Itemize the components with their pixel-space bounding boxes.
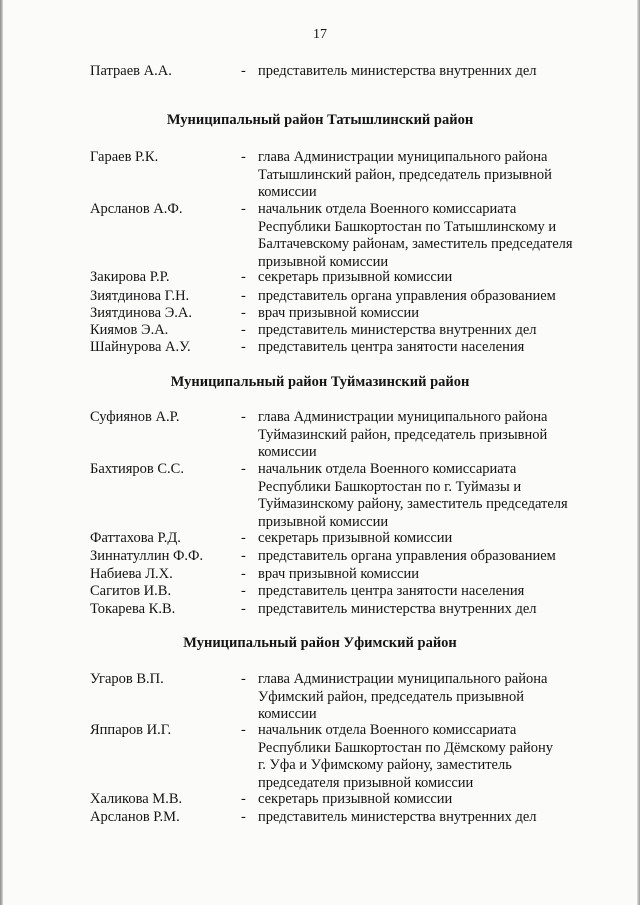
member-name: Патраев А.А.: [90, 63, 172, 79]
member-role-line: Республики Башкортостан по Татышлинскому и: [258, 218, 557, 235]
member-role-line: Уфимский район, председатель призывной: [258, 688, 524, 705]
member-role-line: начальник отдела Военного комиссариата: [258, 461, 517, 477]
dash-separator: -: [241, 722, 246, 738]
dash-separator: -: [241, 809, 246, 825]
scan-left-edge: [0, 0, 3, 905]
member-role: [258, 149, 603, 202]
dash-separator: -: [241, 583, 246, 599]
member-role-line: комиссии: [258, 444, 317, 460]
member-name: Шайнурова А.У.: [90, 339, 191, 355]
member-name: Зиннатуллин Ф.Ф.: [90, 548, 204, 564]
member-role: [258, 548, 603, 566]
member-name: Халикова М.В.: [90, 791, 183, 807]
dash-separator: -: [241, 548, 246, 564]
member-name: Зиятдинова Г.Н.: [90, 288, 190, 304]
member-role: [258, 530, 603, 548]
member-name: Токарева К.В.: [90, 601, 176, 617]
member-role-line: секретарь призывной комиссии: [258, 791, 453, 807]
member-role: [258, 671, 603, 724]
dash-separator: -: [241, 566, 246, 582]
section-heading: Муниципальный район Татышлинский район: [166, 112, 474, 128]
page-number: 17: [313, 27, 327, 42]
member-role: [258, 583, 603, 601]
member-role-line: Республики Башкортостан по г. Туймазы и: [258, 478, 522, 495]
member-role-line: представитель министерства внутренних дел: [258, 809, 537, 825]
member-role-line: Балтачевскому районам, заместитель председателя: [258, 236, 573, 252]
member-role-line: Туймазинскому району, заместитель председателя: [258, 496, 568, 512]
dash-separator: -: [241, 201, 246, 217]
member-role: [258, 339, 603, 357]
member-role: [258, 288, 603, 306]
dash-separator: -: [241, 461, 246, 477]
section-heading: Муниципальный район Туймазинский район: [170, 374, 470, 390]
member-role: [258, 601, 603, 619]
dash-separator: -: [241, 322, 246, 338]
member-role-line: глава Администрации муниципального района: [258, 671, 548, 687]
member-name: Набиева Л.Х.: [90, 566, 173, 582]
member-role: [258, 409, 603, 462]
member-role-line: представитель министерства внутренних дел: [258, 322, 537, 338]
member-role-line: представитель органа управления образованием: [258, 548, 556, 564]
member-role-line: Татышлинский район, председатель призывной: [258, 166, 552, 183]
member-role-line: Республики Башкортостан по Дёмскому району: [258, 739, 554, 756]
member-role: [258, 809, 603, 827]
member-role-line: секретарь призывной комиссии: [258, 269, 453, 285]
member-role: [258, 63, 603, 81]
member-name: Фаттахова Р.Д.: [90, 530, 181, 546]
dash-separator: -: [241, 339, 246, 355]
dash-separator: -: [241, 601, 246, 617]
member-name: Бахтияров С.С.: [90, 461, 184, 477]
member-name: Суфиянов А.Р.: [90, 409, 180, 425]
dash-separator: -: [241, 409, 246, 425]
dash-separator: -: [241, 63, 246, 79]
member-role-line: начальник отдела Военного комиссариата: [258, 722, 517, 738]
member-role: [258, 461, 603, 531]
member-name: Арсланов А.Ф.: [90, 201, 183, 217]
member-name: Закирова Р.Р.: [90, 269, 170, 285]
member-role-line: глава Администрации муниципального района: [258, 149, 548, 165]
member-role-line: врач призывной комиссии: [258, 566, 419, 582]
member-role-line: секретарь призывной комиссии: [258, 530, 453, 546]
member-name: Яппаров И.Г.: [90, 722, 172, 738]
section-heading: Муниципальный район Уфимский район: [183, 635, 457, 651]
dash-separator: -: [241, 288, 246, 304]
dash-separator: -: [241, 149, 246, 165]
member-role-line: начальник отдела Военного комиссариата: [258, 201, 517, 217]
member-role-line: врач призывной комиссии: [258, 305, 419, 321]
member-role-line: Туймазинский район, председатель призывной: [258, 426, 548, 443]
member-role-line: представитель центра занятости населения: [258, 339, 525, 355]
member-role-line: глава Администрации муниципального района: [258, 409, 548, 425]
member-name: Зиятдинова Э.А.: [90, 305, 192, 321]
member-role-line: г. Уфа и Уфимскому району, заместитель: [258, 757, 512, 773]
member-role-line: представитель органа управления образованием: [258, 288, 556, 304]
member-role: [258, 305, 603, 323]
member-name: Гараев Р.К.: [90, 149, 159, 165]
member-role-line: комиссии: [258, 184, 317, 200]
member-role-line: представитель министерства внутренних дел: [258, 601, 537, 617]
member-name: Арсланов Р.М.: [90, 809, 180, 825]
dash-separator: -: [241, 530, 246, 546]
member-role-line: представитель центра занятости населения: [258, 583, 525, 599]
member-role-line: комиссии: [258, 706, 317, 722]
member-role: [258, 201, 603, 271]
member-role-line: призывной комиссии: [258, 253, 389, 270]
member-role-line: представитель министерства внутренних дел: [258, 63, 537, 79]
member-name: Угаров В.П.: [90, 671, 164, 687]
member-role: [258, 322, 603, 340]
dash-separator: -: [241, 791, 246, 807]
member-role: [258, 566, 603, 584]
member-name: Сагитов И.В.: [90, 583, 172, 599]
dash-separator: -: [241, 305, 246, 321]
member-role: [258, 722, 603, 792]
member-role-line: председателя призывной комиссии: [258, 774, 474, 791]
member-role-line: призывной комиссии: [258, 513, 389, 530]
dash-separator: -: [241, 269, 246, 285]
member-name: Киямов Э.А.: [90, 322, 169, 338]
dash-separator: -: [241, 671, 246, 687]
member-role: [258, 269, 603, 287]
member-role: [258, 791, 603, 809]
